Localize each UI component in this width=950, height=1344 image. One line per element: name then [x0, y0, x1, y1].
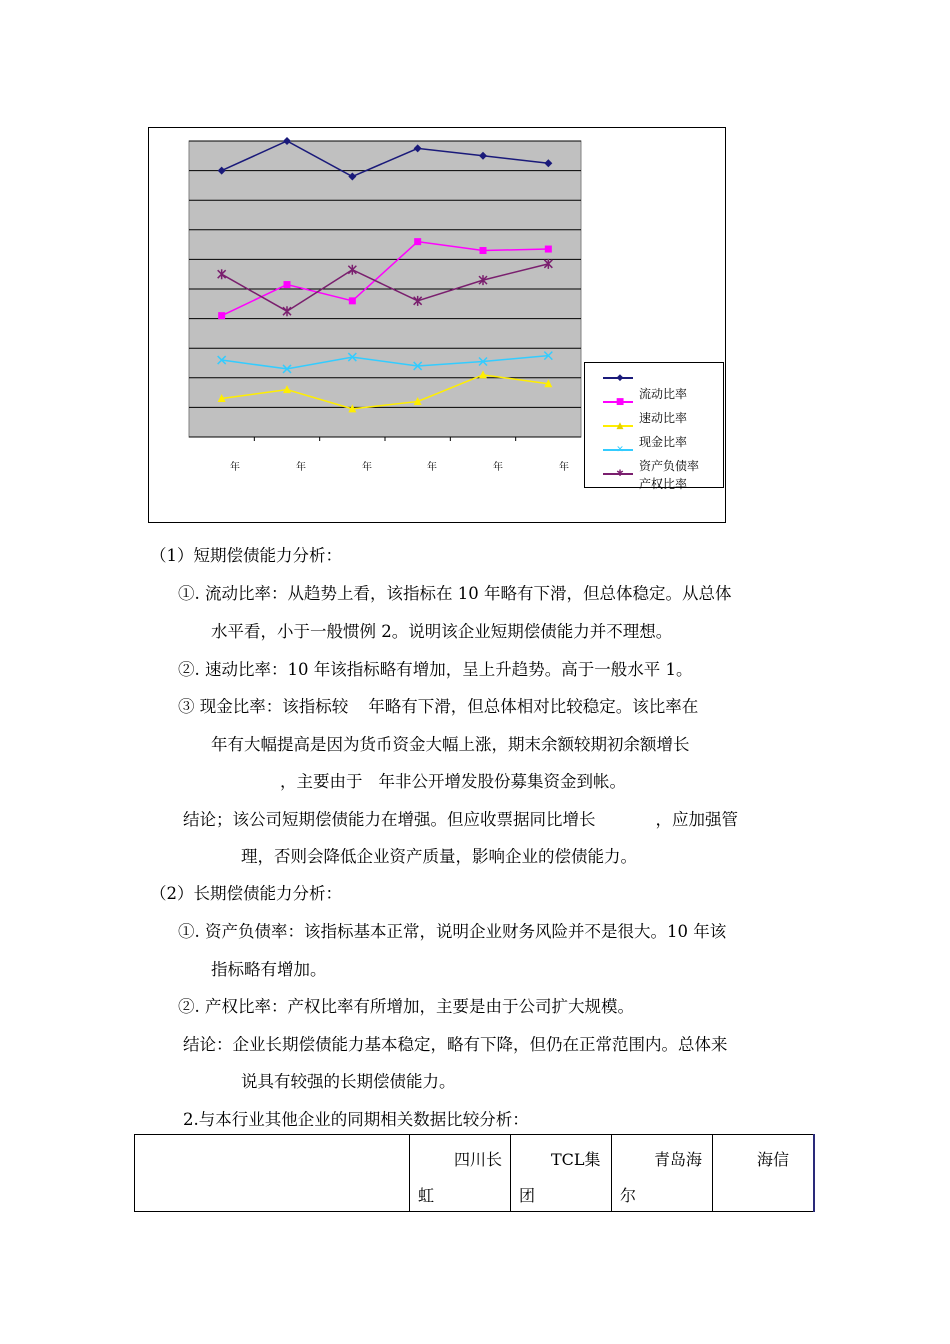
data-point: [545, 246, 552, 253]
table-header-cell: TCL集 团: [511, 1135, 612, 1212]
cash-ratio-text-line3: ，主要由于 年非公开增发股份募集资金到帐。: [280, 772, 626, 791]
table-header-cell: 四川长 虹: [410, 1135, 511, 1212]
section-heading-long-term: （2）长期偿债能力分析：: [150, 884, 342, 903]
quick-ratio-text: ②. 速动比率：10 年该指标略有增加，呈上升趋势。高于一般水平 1。: [178, 660, 693, 679]
square-marker-icon: ■: [615, 397, 625, 407]
x-tick-label: 年: [559, 462, 569, 473]
data-point: [349, 297, 356, 304]
section-heading-short-term: （1）短期偿债能力分析：: [150, 546, 342, 565]
current-ratio-text-line1: ①. 流动比率：从趋势上看，该指标在 10 年略有下滑，但总体稳定。从总体: [178, 584, 732, 603]
debt-ratio-text-line2: 指标略有增加。: [211, 960, 327, 979]
cash-ratio-text-line1: ③ 现金比率：该指标较 年略有下滑，但总体相对比较稳定。该比率在: [178, 697, 699, 716]
long-term-conclusion-line2: 说具有较强的长期偿债能力。: [241, 1072, 456, 1091]
x-tick-label: 年: [296, 462, 306, 473]
x-tick-label: 年: [362, 462, 372, 473]
chart-legend: [584, 362, 724, 491]
triangle-marker-icon: ▲: [616, 421, 624, 431]
cash-ratio-text-line2: 年有大幅提高是因为货币资金大幅上涨，期末余额较期初余额增长: [211, 735, 690, 754]
legend-label: 流动比率: [639, 387, 688, 401]
debt-ratio-text-line1: ①. 资产负债率：该指标基本正常，说明企业财务风险并不是很大。10 年该: [178, 922, 727, 941]
comparison-table: [134, 1134, 815, 1212]
data-point: [218, 312, 225, 319]
current-ratio-text-line2: 水平看，小于一般惯例 2。说明该企业短期偿债能力并不理想。: [211, 622, 673, 641]
section2-heading: 2.与本行业其他企业的同期相关数据比较分析：: [183, 1110, 529, 1129]
diamond-marker-icon: ◆: [616, 373, 624, 383]
legend-label: 资产负债率: [639, 459, 700, 473]
legend-label: 产权比率: [639, 477, 688, 491]
table-header-cell: 海信: [713, 1135, 815, 1212]
x-tick-label: 年: [230, 462, 240, 473]
x-tick-label: 年: [427, 462, 437, 473]
legend-item-cash-ratio: [585, 421, 725, 449]
short-term-conclusion-line1: 结论；该公司短期偿债能力在增强。但应收票据同比增长 ，应加强管: [183, 810, 738, 829]
data-point: [414, 238, 421, 245]
table-header-row: [135, 1135, 815, 1212]
data-point: [480, 247, 487, 254]
legend-item-equity-ratio: [585, 469, 725, 497]
legend-label: 速动比率: [639, 411, 688, 425]
long-term-conclusion-line1: 结论：企业长期偿债能力基本稳定，略有下降，但仍在正常范围内。总体来: [183, 1035, 728, 1054]
legend-label: 现金比率: [639, 435, 688, 449]
equity-ratio-text: ②. 产权比率：产权比率有所增加，主要是由于公司扩大规模。: [178, 997, 634, 1016]
line-chart: [0, 0, 950, 540]
legend-item-current-ratio: [585, 373, 725, 401]
table-corner-cell: [135, 1135, 410, 1212]
data-point: [284, 281, 291, 288]
legend-item-debt-ratio: [585, 445, 725, 473]
short-term-conclusion-line2: 理，否则会降低企业资产质量，影响企业的偿债能力。: [241, 847, 637, 866]
star-marker-icon: ✱: [616, 469, 624, 479]
table-header-cell: 青岛海 尔: [612, 1135, 713, 1212]
x-tick-label: 年: [493, 462, 503, 473]
x-marker-icon: ✕: [616, 445, 624, 455]
legend-item-quick-ratio: [585, 397, 725, 425]
